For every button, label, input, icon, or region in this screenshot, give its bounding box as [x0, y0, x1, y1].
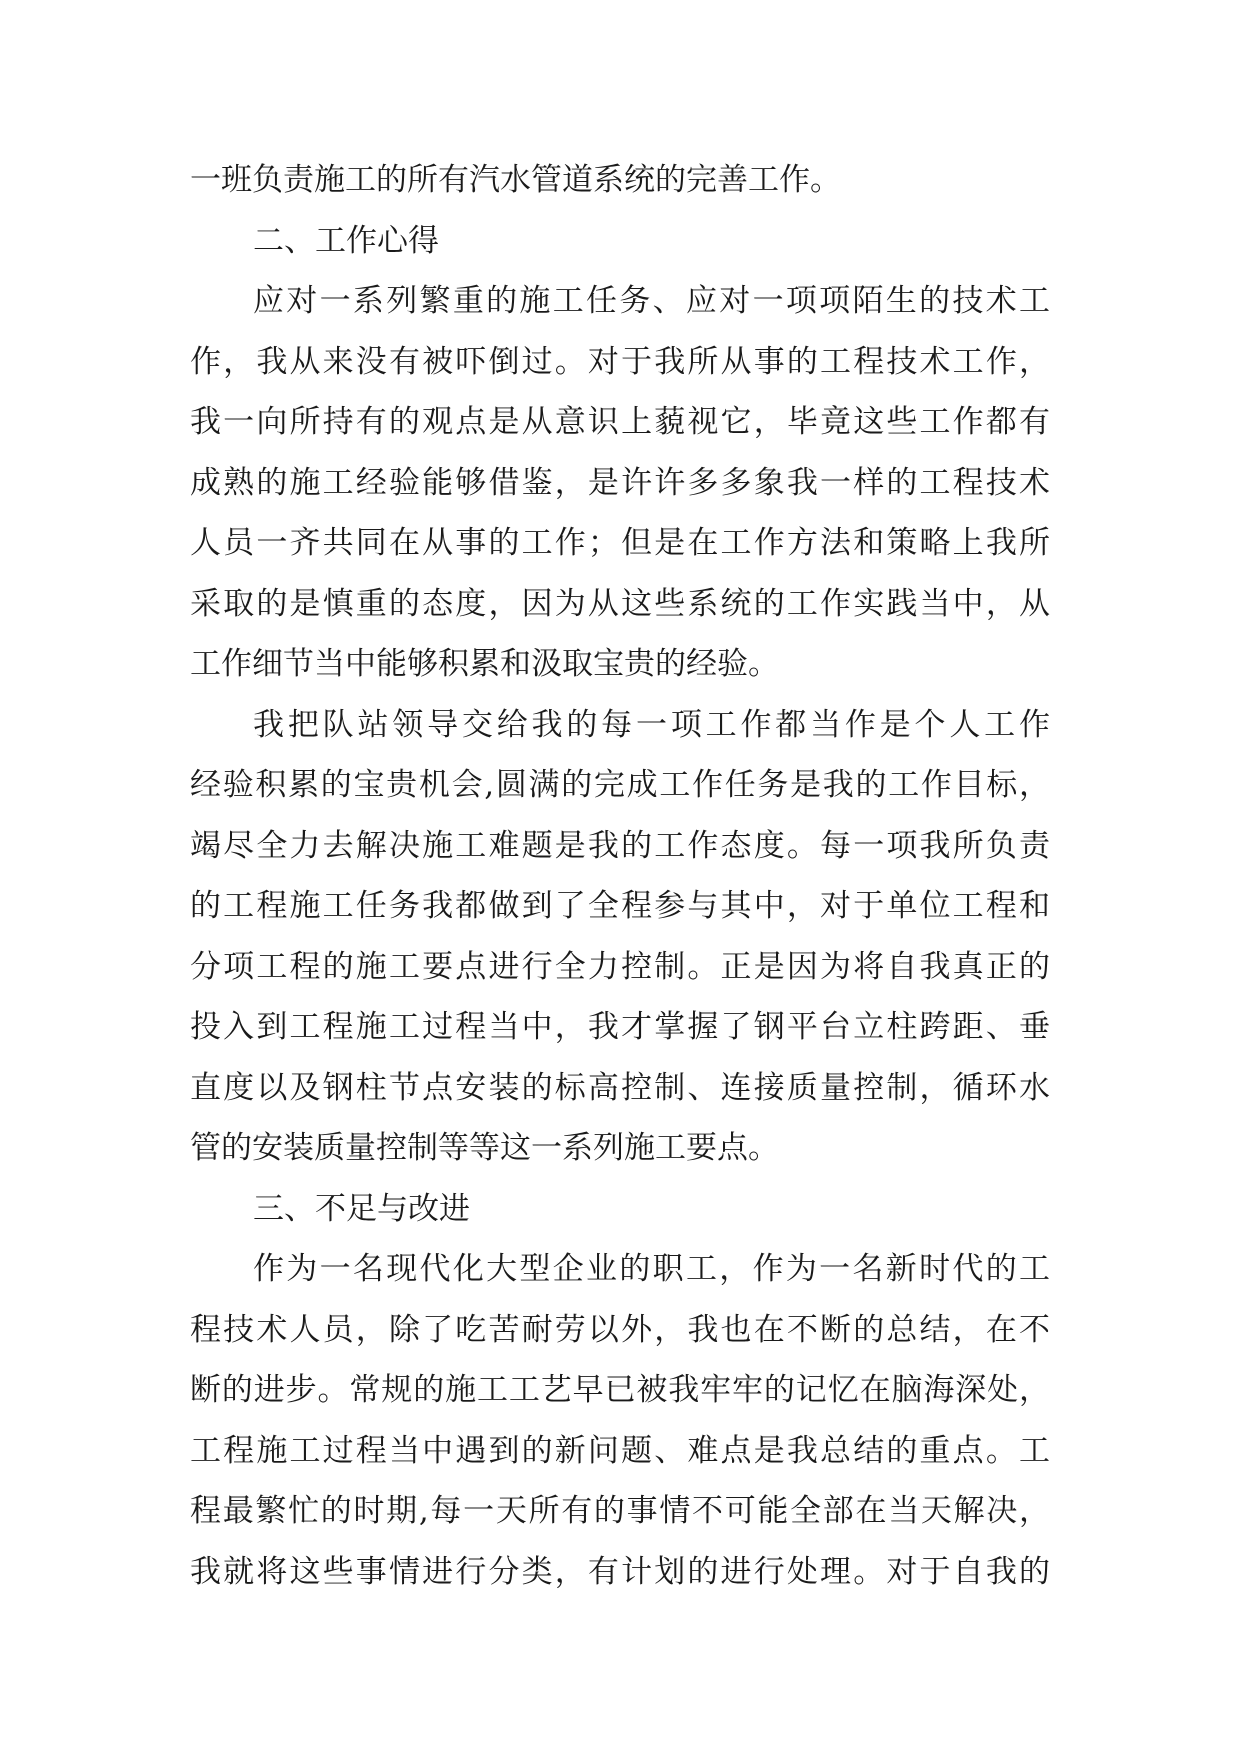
text-line: 的工程施工任务我都做到了全程参与其中，对于单位工程和 [190, 888, 1050, 924]
text-line: 分项工程的施工要点进行全力控制。正是因为将自我真正的 [190, 948, 1050, 985]
section-heading: 二、工作心得 [253, 222, 439, 259]
text-line: 工作细节当中能够积累和汲取宝贵的经验。 [190, 646, 779, 682]
section-heading: 三、不足与改进 [253, 1190, 470, 1227]
text-line: 作为一名现代化大型企业的职工，作为一名新时代的工 [253, 1251, 1050, 1287]
text-line: 作，我从来没有被吓倒过。对于我所从事的工程技术工作， [190, 343, 1050, 380]
text-line: 工程施工过程当中遇到的新问题、难点是我总结的重点。工 [190, 1432, 1050, 1469]
text-line: 程最繁忙的时期,每一天所有的事情不可能全部在当天解决， [190, 1493, 1050, 1529]
text-line: 我一向所持有的观点是从意识上藐视它，毕竟这些工作都有 [190, 404, 1050, 440]
text-line: 采取的是慎重的态度，因为从这些系统的工作实践当中，从 [190, 585, 1050, 622]
text-line: 投入到工程施工过程当中，我才掌握了钢平台立柱跨距、垂 [190, 1009, 1050, 1045]
text-line: 我把队站领导交给我的每一项工作都当作是个人工作 [253, 706, 1050, 743]
text-line: 经验积累的宝贵机会,圆满的完成工作任务是我的工作目标， [190, 767, 1050, 803]
document-body [190, 150, 1050, 1602]
text-line: 成熟的施工经验能够借鉴，是许许多多象我一样的工程技术 [190, 464, 1050, 501]
text-line: 一班负责施工的所有汽水管道系统的完善工作。 [190, 162, 841, 198]
text-line: 竭尽全力去解决施工难题是我的工作态度。每一项我所负责 [190, 827, 1050, 864]
text-line: 管的安装质量控制等等这一系列施工要点。 [190, 1130, 779, 1166]
text-line: 应对一系列繁重的施工任务、应对一项项陌生的技术工 [253, 283, 1050, 319]
text-line: 人员一齐共同在从事的工作；但是在工作方法和策略上我所 [190, 525, 1050, 561]
text-line: 程技术人员，除了吃苦耐劳以外，我也在不断的总结，在不 [190, 1311, 1050, 1348]
text-line: 直度以及钢柱节点安装的标高控制、连接质量控制，循环水 [190, 1069, 1050, 1106]
text-line: 我就将这些事情进行分类，有计划的进行处理。对于自我的 [190, 1553, 1050, 1590]
text-line: 断的进步。常规的施工工艺早已被我牢牢的记忆在脑海深处， [190, 1372, 1050, 1408]
